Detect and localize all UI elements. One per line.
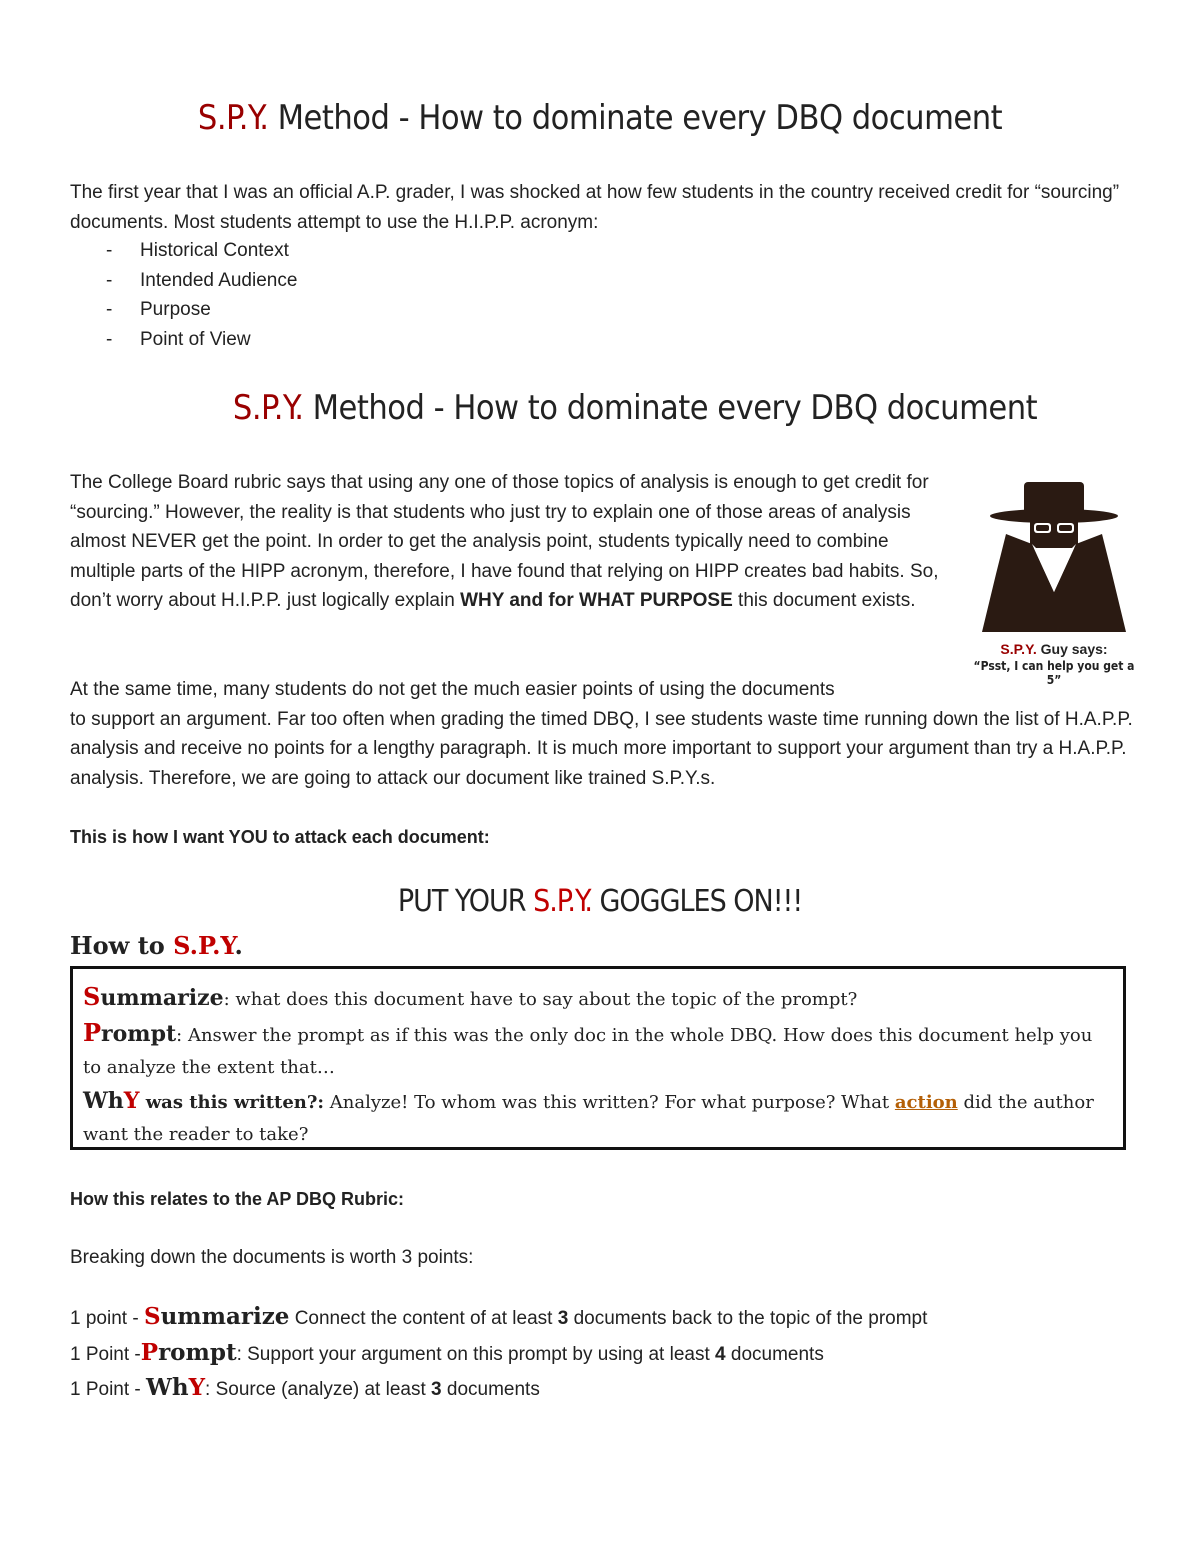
point-number: 3 — [557, 1308, 569, 1329]
attack-heading: This is how I want YOU to attack each document: — [70, 827, 490, 847]
point-summarize — [70, 1303, 927, 1330]
point-text: Source (analyze) at least — [210, 1379, 432, 1400]
why-letter: Y — [123, 1087, 140, 1114]
prompt-colon: : — [176, 1024, 183, 1046]
spy-figure-icon — [966, 474, 1142, 634]
point-text-end: documents back to the topic of the prompt — [568, 1308, 928, 1329]
point-keyword-letter: P — [140, 1339, 159, 1366]
point-keyword-letter: S — [143, 1303, 161, 1330]
section-title — [0, 388, 1200, 428]
title-acronym: S.P.Y. — [197, 98, 269, 138]
rubric-paragraph — [70, 468, 940, 616]
point-keyword-letter: Y — [188, 1374, 206, 1401]
rubric-heading: How this relates to the AP DBQ Rubric: — [70, 1189, 405, 1209]
list-item: - Point of View — [70, 325, 297, 355]
list-item: - Purpose — [70, 295, 297, 325]
point-text: Connect the content of at least — [289, 1308, 558, 1329]
point-text-end: documents — [441, 1379, 540, 1400]
summarize-word: ummarize — [100, 985, 224, 1011]
point-keyword: ummarize — [160, 1303, 290, 1330]
point-why — [70, 1374, 540, 1401]
spy-quote: “Psst, I can help you get a 5” — [973, 659, 1135, 687]
caption-text: Guy says: — [1036, 641, 1108, 657]
list-item: - Historical Context — [70, 236, 297, 266]
title-text: Method - How to dominate every DBQ document — [268, 98, 1003, 138]
goggles-heading — [0, 884, 1200, 919]
prompt-letter: P — [83, 1017, 102, 1047]
argument-line1: At the same time, many students do not get the much easier points of using the documents — [70, 679, 835, 700]
how-to-pre: How to — [70, 931, 174, 960]
point-keyword: Wh — [146, 1374, 189, 1401]
spy-guy-image — [966, 474, 1142, 687]
point-prompt — [70, 1339, 824, 1366]
breaking-text: Breaking down the documents is worth 3 points: — [70, 1247, 474, 1268]
prompt-row — [83, 1017, 1113, 1085]
emphasis-text: WHY and for WHAT PURPOSE — [460, 590, 733, 611]
point-colon: : — [236, 1344, 242, 1365]
goggles-pre: PUT YOUR — [397, 884, 534, 919]
argument-paragraph — [70, 675, 1140, 793]
point-keyword: rompt — [158, 1339, 237, 1366]
point-number: 3 — [431, 1379, 442, 1400]
rubric-paragraph-end: this document exists. — [732, 590, 916, 611]
goggles-post: GOGGLES ON!!! — [591, 884, 803, 919]
summarize-row — [83, 981, 1113, 1017]
argument-rest: to support an argument. Far too often when grading the timed DBQ, I see students waste time running down the list of H.A.P.P. analysis and receive no points for a lengthy paragraph. It is much more important to support your argument than try a H.A.P.P. analysis. Therefore, we are going to attack our document like trained S.P.Y.s. — [70, 708, 1133, 789]
title-text: Method - How to dominate every DBQ document — [303, 388, 1038, 428]
rubric-paragraph-text: The College Board rubric says that using any one of those topics of analysis is enough to get credit for “sourcing.” However, the reality is that students who just try to explain one of those areas of analysis almost NEVER get the point. In order to get the analysis point, students typically need to combine multiple parts of the HIPP acronym, therefore, I have found that relying on HIPP creates bad habits. So, don’t worry about H.I.P.P. just logically explain — [70, 472, 939, 611]
action-link[interactable]: action — [894, 1091, 958, 1113]
spy-caption — [966, 641, 1142, 657]
why-word: was this written?: — [139, 1091, 325, 1113]
how-to-acronym: S.P.Y — [173, 931, 235, 960]
point-prefix: 1 Point - — [70, 1344, 141, 1365]
point-text-end: documents — [725, 1344, 824, 1365]
prompt-word: rompt — [101, 1020, 177, 1047]
goggles-acronym: S.P.Y. — [533, 884, 592, 919]
caption-acronym: S.P.Y. — [1000, 641, 1037, 657]
how-to-heading — [70, 931, 243, 960]
spy-method-box — [70, 966, 1126, 1150]
point-prefix: 1 point - — [70, 1308, 144, 1329]
summarize-letter: S — [83, 982, 101, 1011]
point-colon: : — [205, 1379, 211, 1400]
summarize-text: what does this document have to say about the topic of the prompt? — [229, 989, 858, 1010]
list-item: - Intended Audience — [70, 266, 297, 296]
prompt-text: Answer the prompt as if this was the only doc in the whole DBQ. How does this document help you to analyze the extent that… — [83, 1024, 1093, 1078]
hipp-list — [70, 236, 297, 355]
why-end: did the author want the reader to take? — [83, 1091, 1094, 1145]
summarize-colon: : — [223, 989, 230, 1010]
why-text: Analyze! To whom was this written? For what purpose? What — [324, 1091, 895, 1113]
how-to-post: . — [234, 931, 243, 960]
why-row — [83, 1085, 1113, 1152]
point-prefix: 1 Point - — [70, 1379, 147, 1400]
intro-paragraph: The first year that I was an official A.P. grader, I was shocked at how few students in the country received credit for “sourcing” documents. Most students attempt to use the H.I.P.P. acronym: — [70, 182, 1120, 233]
title-acronym: S.P.Y. — [232, 388, 304, 428]
point-number: 4 — [715, 1344, 726, 1365]
point-text: Support your argument on this prompt by using at least — [241, 1344, 716, 1365]
why-pre: Wh — [83, 1087, 124, 1114]
page-title — [0, 98, 1200, 138]
